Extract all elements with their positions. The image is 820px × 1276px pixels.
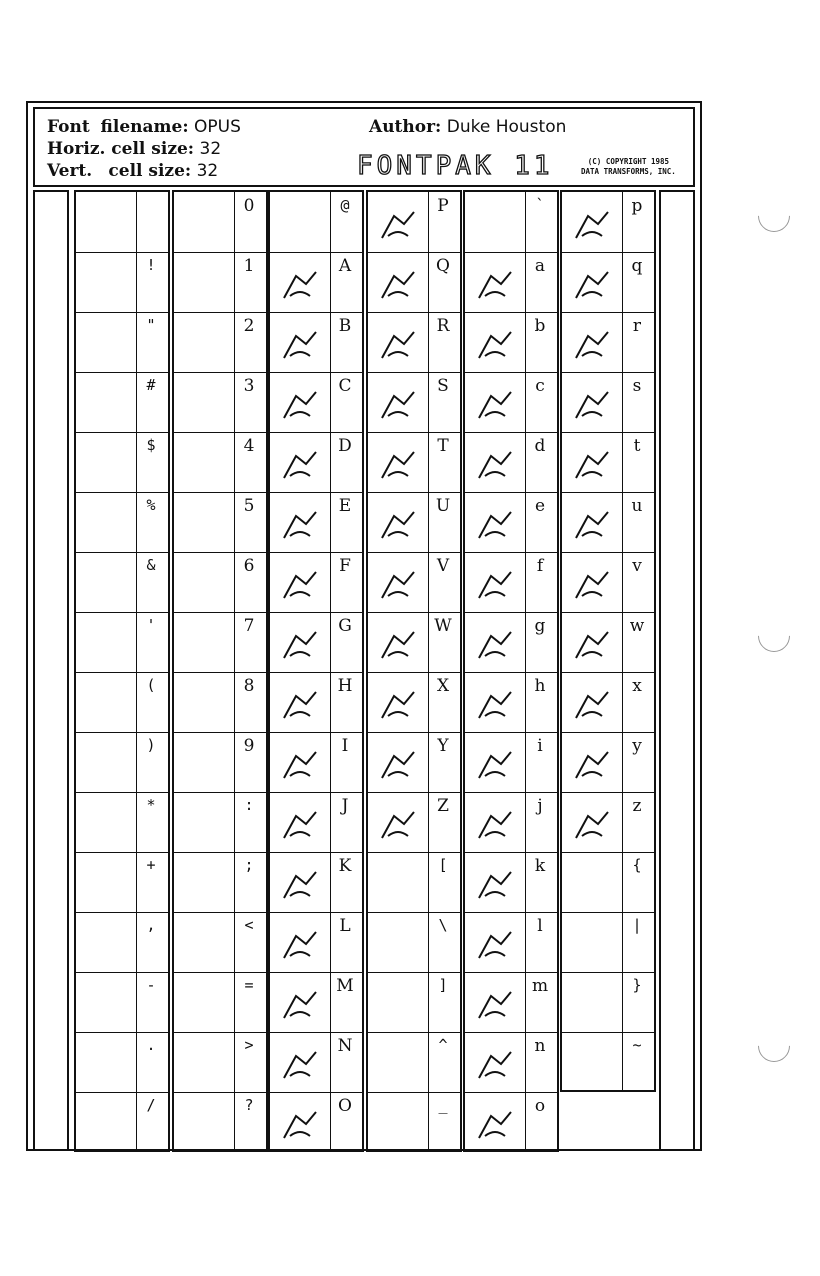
row-divider	[368, 1092, 460, 1093]
row-divider	[368, 252, 460, 253]
row-divider	[465, 792, 557, 793]
row-divider	[465, 612, 557, 613]
char-label: q	[631, 256, 643, 276]
row-divider	[270, 612, 362, 613]
char-column-5	[463, 190, 559, 1152]
row-divider	[562, 312, 654, 313]
char-label: 0	[243, 196, 255, 216]
char-label: B	[338, 316, 352, 336]
row-divider	[368, 1032, 460, 1033]
char-label: v	[632, 556, 642, 576]
vert-value: 32	[196, 161, 219, 181]
char-label: c	[535, 376, 545, 396]
lute-icon	[568, 686, 616, 726]
char-label: ]	[438, 976, 448, 994]
char-label: b	[534, 316, 546, 336]
fontpak-logo: FONTPAK 11	[357, 151, 554, 181]
oboe-icon	[276, 806, 324, 846]
face-icon	[471, 566, 519, 606]
metronome-icon	[276, 506, 324, 546]
char-label: ,	[146, 916, 156, 934]
binder-hole-mark	[751, 613, 796, 658]
char-label: m	[531, 976, 549, 996]
sousaphone-icon	[568, 746, 616, 786]
row-divider	[76, 1092, 168, 1093]
row-divider	[562, 972, 654, 973]
row-divider	[174, 732, 266, 733]
row-divider	[76, 732, 168, 733]
char-label: l	[537, 916, 543, 936]
tuba-valve-icon	[568, 626, 616, 666]
xylophone-icon	[374, 626, 422, 666]
char-label: L	[339, 916, 351, 936]
tuba-icon	[568, 446, 616, 486]
char-column-6	[560, 190, 656, 1092]
row-divider	[465, 552, 557, 553]
font-label: Font	[47, 117, 90, 137]
copyright-line2: DATA TRANSFORMS, INC.	[581, 167, 676, 176]
piccolo-icon	[276, 626, 324, 666]
row-divider	[174, 372, 266, 373]
row-divider	[562, 672, 654, 673]
drum-icon	[276, 866, 324, 906]
horiz-label: Horiz. cell size:	[47, 139, 195, 159]
violin-icon	[374, 566, 422, 606]
left-margin-column	[33, 190, 69, 1150]
author-value: Duke Houston	[446, 117, 567, 137]
snare-drum-icon	[276, 1106, 324, 1146]
char-label: #	[146, 376, 156, 394]
char-label: _	[438, 1096, 448, 1114]
bottle-icon	[374, 506, 422, 546]
row-divider	[465, 912, 557, 913]
char-label: !	[146, 256, 156, 274]
mandolin-icon	[568, 806, 616, 846]
row-divider	[76, 492, 168, 493]
row-divider	[76, 972, 168, 973]
char-label: 3	[243, 376, 255, 396]
char-label: "	[146, 316, 156, 334]
char-label: $	[146, 436, 156, 454]
slide-icon	[374, 326, 422, 366]
conductor-baton-icon	[276, 266, 324, 306]
filename-value: OPUS	[194, 117, 241, 137]
char-label: Z	[437, 796, 449, 816]
column-separator	[525, 192, 526, 1150]
row-divider	[174, 612, 266, 613]
horiz-value: 32	[199, 139, 222, 159]
row-divider	[76, 672, 168, 673]
column-separator	[330, 192, 331, 1150]
char-label: u	[631, 496, 643, 516]
char-label: @	[340, 196, 350, 214]
char-label: Q	[436, 256, 450, 276]
char-label: 5	[243, 496, 255, 516]
char-label: H	[337, 676, 353, 696]
music-stand-icon	[276, 926, 324, 966]
row-divider	[270, 1092, 362, 1093]
char-label: D	[338, 436, 352, 456]
row-divider	[368, 492, 460, 493]
dot-icon	[276, 446, 324, 486]
row-divider	[174, 1092, 266, 1093]
char-label: k	[534, 856, 546, 876]
char-label: `	[535, 196, 545, 214]
char-label: <	[244, 916, 254, 934]
row-divider	[174, 432, 266, 433]
cymbal-icon	[471, 386, 519, 426]
row-divider	[76, 792, 168, 793]
violin-bows-icon	[568, 506, 616, 546]
trombone-icon	[374, 266, 422, 306]
lyre-icon	[374, 386, 422, 426]
row-divider	[174, 492, 266, 493]
pipe-organ-icon	[471, 626, 519, 666]
char-label: *	[146, 796, 156, 814]
organ-icon	[471, 326, 519, 366]
char-label: x	[632, 676, 642, 696]
char-label: w	[629, 616, 645, 636]
row-divider	[465, 312, 557, 313]
char-label: 4	[243, 436, 255, 456]
vert-line	[47, 161, 218, 181]
row-divider	[174, 972, 266, 973]
row-divider	[465, 492, 557, 493]
bagpipe-icon	[276, 1046, 324, 1086]
saxophone-icon	[374, 746, 422, 786]
string-bass-icon	[471, 686, 519, 726]
char-label: K	[338, 856, 352, 876]
char-label: '	[146, 616, 156, 634]
char-label: 2	[243, 316, 255, 336]
row-divider	[76, 852, 168, 853]
row-divider	[174, 852, 266, 853]
clarinet-keys-icon	[276, 686, 324, 726]
small-mark-icon	[276, 386, 324, 426]
char-label: .	[146, 1036, 156, 1054]
row-divider	[174, 312, 266, 313]
hands-icon	[471, 446, 519, 486]
row-divider	[465, 972, 557, 973]
row-divider	[465, 852, 557, 853]
row-divider	[76, 612, 168, 613]
font-header	[33, 107, 695, 187]
row-divider	[270, 312, 362, 313]
sharp-icon	[471, 926, 519, 966]
char-label: Y	[437, 736, 449, 756]
row-divider	[465, 672, 557, 673]
char-label: C	[338, 376, 352, 396]
row-divider	[562, 552, 654, 553]
row-divider	[76, 1032, 168, 1033]
char-label: 8	[243, 676, 255, 696]
row-divider	[270, 552, 362, 553]
row-divider	[270, 732, 362, 733]
row-divider	[465, 1092, 557, 1093]
column-separator	[622, 192, 623, 1090]
row-divider	[368, 312, 460, 313]
accordion-icon	[374, 806, 422, 846]
row-divider	[562, 852, 654, 853]
copyright-line1: (C) COPYRIGHT 1985	[587, 157, 670, 166]
guitar-icon	[568, 326, 616, 366]
char-label: g	[534, 616, 546, 636]
char-label: 9	[243, 736, 255, 756]
bell-icon	[276, 986, 324, 1026]
char-label: a	[534, 256, 546, 276]
char-label: o	[534, 1096, 546, 1116]
row-divider	[368, 912, 460, 913]
char-label: T	[437, 436, 449, 456]
banjo-icon	[568, 386, 616, 426]
trumpet-hand-icon	[374, 686, 422, 726]
char-label: z	[632, 796, 642, 816]
row-divider	[270, 792, 362, 793]
row-divider	[174, 252, 266, 253]
column-separator	[428, 192, 429, 1150]
row-divider	[368, 792, 460, 793]
horn-icon	[471, 506, 519, 546]
char-label: O	[338, 1096, 352, 1116]
row-divider	[174, 552, 266, 553]
row-divider	[76, 312, 168, 313]
char-label: p	[631, 196, 643, 216]
row-divider	[270, 912, 362, 913]
char-label: V	[436, 556, 450, 576]
author-label: Author:	[369, 117, 442, 137]
row-divider	[368, 372, 460, 373]
char-label: n	[534, 1036, 546, 1056]
staff-icon	[471, 1106, 519, 1146]
char-label: )	[146, 736, 156, 754]
char-label: &	[146, 556, 156, 574]
row-divider	[76, 252, 168, 253]
row-divider	[270, 852, 362, 853]
char-label: J	[341, 796, 349, 816]
char-label: X	[436, 676, 450, 696]
crescent-icon	[568, 566, 616, 606]
column-separator	[136, 192, 137, 1150]
char-label: y	[632, 736, 642, 756]
pen-icon	[374, 206, 422, 246]
row-divider	[368, 732, 460, 733]
row-divider	[562, 792, 654, 793]
char-label: ^	[438, 1036, 448, 1054]
piano-icon	[471, 746, 519, 786]
row-divider	[174, 912, 266, 913]
row-divider	[270, 252, 362, 253]
char-label: [	[438, 856, 448, 874]
horiz-line	[47, 139, 221, 159]
vert-cell-label: cell size:	[108, 161, 192, 181]
filename-line	[47, 117, 241, 137]
row-divider	[270, 672, 362, 673]
char-label: t	[633, 436, 641, 456]
copyright	[581, 157, 676, 177]
char-label: M	[336, 976, 354, 996]
row-divider	[465, 1032, 557, 1033]
row-divider	[174, 792, 266, 793]
row-divider	[76, 432, 168, 433]
row-divider	[562, 252, 654, 253]
row-divider	[465, 372, 557, 373]
column-separator	[234, 192, 235, 1150]
char-column-2	[172, 190, 268, 1152]
row-divider	[174, 672, 266, 673]
row-divider	[562, 492, 654, 493]
binder-hole-mark	[751, 1023, 796, 1068]
row-divider	[76, 372, 168, 373]
row-divider	[562, 1032, 654, 1033]
char-label: W	[434, 616, 452, 636]
char-label: %	[146, 496, 156, 514]
char-label: ;	[244, 856, 254, 874]
char-label: 1	[243, 256, 255, 276]
char-label: i	[537, 736, 543, 756]
char-label: h	[534, 676, 546, 696]
char-label: 7	[243, 616, 255, 636]
char-label: E	[338, 496, 352, 516]
treble-clef-icon	[471, 986, 519, 1026]
row-divider	[368, 552, 460, 553]
char-label: r	[632, 316, 642, 336]
char-label: \	[438, 916, 448, 934]
binder-hole-mark	[751, 193, 796, 238]
char-label: }	[632, 976, 642, 994]
row-divider	[270, 1032, 362, 1033]
char-label: A	[338, 256, 352, 276]
vert-label: Vert.	[47, 161, 93, 181]
tuning-fork-icon	[276, 326, 324, 366]
right-margin-column	[659, 190, 695, 1150]
row-divider	[368, 852, 460, 853]
note-icon	[471, 806, 519, 846]
char-label: >	[244, 1036, 254, 1054]
french-horn-icon	[568, 266, 616, 306]
author-line	[369, 117, 566, 137]
char-label: s	[632, 376, 642, 396]
char-column-4	[366, 190, 462, 1152]
char-label: |	[632, 916, 642, 934]
row-divider	[76, 552, 168, 553]
row-divider	[270, 432, 362, 433]
row-divider	[270, 372, 362, 373]
char-label: e	[534, 496, 546, 516]
row-divider	[174, 1032, 266, 1033]
row-divider	[465, 252, 557, 253]
char-label: :	[244, 796, 254, 814]
row-divider	[76, 912, 168, 913]
char-label: N	[337, 1036, 353, 1056]
char-label: I	[341, 736, 349, 756]
row-divider	[465, 432, 557, 433]
row-divider	[368, 432, 460, 433]
char-label: f	[536, 556, 544, 576]
harp-icon	[276, 746, 324, 786]
char-label: j	[537, 796, 543, 816]
row-divider	[562, 432, 654, 433]
row-divider	[562, 372, 654, 373]
pipe-icon	[374, 446, 422, 486]
char-label: ?	[244, 1096, 254, 1114]
char-label: ~	[632, 1036, 642, 1054]
flat-sharp-icon	[471, 866, 519, 906]
char-label: =	[244, 976, 254, 994]
filename-label: filename:	[100, 117, 189, 137]
char-label: P	[437, 196, 449, 216]
harp-strings-icon	[471, 266, 519, 306]
char-label: S	[437, 376, 449, 396]
char-label: /	[146, 1096, 156, 1114]
char-label: F	[339, 556, 351, 576]
char-label: G	[338, 616, 352, 636]
row-divider	[368, 672, 460, 673]
char-label: +	[146, 856, 156, 874]
row-divider	[368, 612, 460, 613]
char-column-3	[268, 190, 364, 1152]
char-label: -	[146, 976, 156, 994]
row-divider	[562, 612, 654, 613]
char-label: 6	[243, 556, 255, 576]
char-label: {	[632, 856, 642, 874]
char-column-1	[74, 190, 170, 1152]
bass-clef-icon	[471, 1046, 519, 1086]
row-divider	[465, 732, 557, 733]
row-divider	[562, 732, 654, 733]
row-divider	[270, 492, 362, 493]
char-label: (	[146, 676, 156, 694]
char-label: d	[534, 436, 546, 456]
row-divider	[270, 972, 362, 973]
char-label: R	[436, 316, 450, 336]
snail-drum-icon	[568, 206, 616, 246]
char-label: U	[435, 496, 451, 516]
row-divider	[368, 972, 460, 973]
row-divider	[562, 912, 654, 913]
flute-icon	[276, 566, 324, 606]
